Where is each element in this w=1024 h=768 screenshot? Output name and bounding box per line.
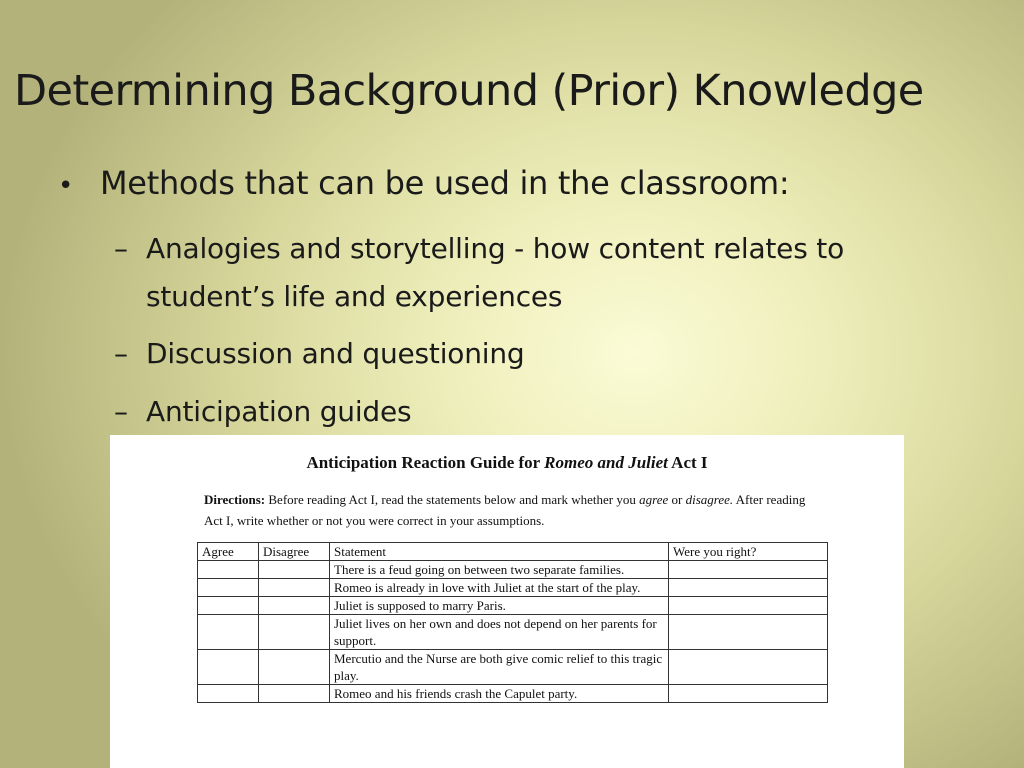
disagree-cell [259, 597, 330, 615]
sub-bullet-dash: – [114, 337, 128, 370]
right-cell [669, 650, 828, 685]
right-cell [669, 615, 828, 650]
column-header-were-you-right: Were you right? [669, 543, 828, 561]
table-header-row [198, 543, 828, 561]
statement-cell: Juliet is supposed to marry Paris. [330, 597, 669, 615]
slide-title: Determining Background (Prior) Knowledge [14, 66, 924, 116]
anticipation-guide-image [110, 435, 904, 768]
disagree-cell [259, 579, 330, 597]
sub-bullet-discussion [114, 330, 524, 378]
table-row [198, 650, 828, 685]
guide-directions: Directions: Before reading Act I, read the statements below and mark whether you agree or disagree. After reading Act I, write whether or not you were correct in your assumptions. [204, 492, 806, 528]
column-header-statement: Statement [330, 543, 669, 561]
sub-bullet-dash: – [114, 395, 128, 428]
agree-cell [198, 579, 259, 597]
column-header-agree: Agree [198, 543, 259, 561]
disagree-cell [259, 615, 330, 650]
agree-cell [198, 615, 259, 650]
main-bullet-text: Methods that can be used in the classroom: [100, 164, 790, 202]
statement-cell: Romeo is already in love with Juliet at the start of the play. [330, 579, 669, 597]
bullet-marker: • [58, 171, 74, 201]
guide-table [197, 542, 828, 703]
statement-cell: Juliet lives on her own and does not depend on her parents for support. [330, 615, 669, 650]
right-cell [669, 561, 828, 579]
sub-bullet-analogies [114, 225, 974, 321]
table-row [198, 579, 828, 597]
table-row [198, 615, 828, 650]
right-cell [669, 579, 828, 597]
disagree-cell [259, 685, 330, 703]
right-cell [669, 597, 828, 615]
table-row [198, 685, 828, 703]
disagree-cell [259, 561, 330, 579]
agree-cell [198, 685, 259, 703]
sub-bullet-anticipation [114, 388, 411, 436]
statement-cell: Mercutio and the Nurse are both give comic relief to this tragic play. [330, 650, 669, 685]
agree-cell [198, 561, 259, 579]
column-header-disagree: Disagree [259, 543, 330, 561]
guide-title: Anticipation Reaction Guide for Romeo and Juliet Act I [306, 453, 708, 472]
table-row [198, 597, 828, 615]
sub-bullet-dash: – [114, 232, 128, 265]
disagree-cell [259, 650, 330, 685]
sub-bullet-text: Anticipation guides [146, 395, 412, 428]
agree-cell [198, 650, 259, 685]
main-bullet [58, 164, 789, 202]
right-cell [669, 685, 828, 703]
agree-cell [198, 597, 259, 615]
sub-bullet-text: Analogies and storytelling - how content relates to student’s life and experiences [146, 232, 845, 313]
statement-cell: Romeo and his friends crash the Capulet party. [330, 685, 669, 703]
sub-bullet-text: Discussion and questioning [146, 337, 525, 370]
table-row [198, 561, 828, 579]
statement-cell: There is a feud going on between two separate families. [330, 561, 669, 579]
